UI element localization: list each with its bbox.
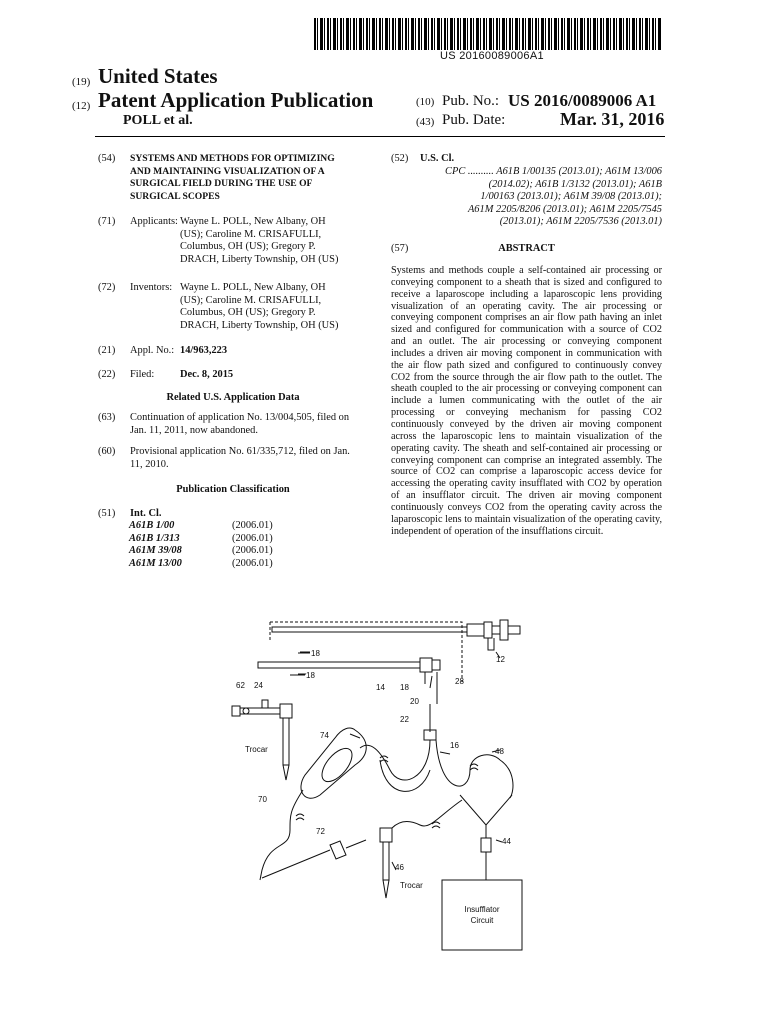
appl-label: Appl. No.:	[130, 345, 175, 356]
label-44: 44	[502, 837, 511, 846]
intcl-row: A61M 39/08 (2006.01)	[129, 545, 273, 557]
type-code: (12)	[72, 100, 91, 112]
title-code: (54)	[98, 153, 116, 164]
uscl-label: U.S. Cl.	[420, 153, 455, 164]
continuation-text: Continuation of application No. 13/004,505, filed on Jan. 11, 2011, now abandoned.	[130, 412, 350, 436]
label-12: 12	[496, 655, 505, 664]
cpc-classification: CPC .......... A61B 1/00135 (2013.01); A61M 13/006 (2014.02); A61B 1/3132 (2013.01); A61B 1/00163 (2013.01); A61M 39/08 (2013.01); A61M 2205/8206 (2013.01); A61M 2205/7545 (2013.01); A61M 2205/7536 (2013.01)	[445, 166, 662, 228]
dashed-outline	[270, 622, 462, 682]
label-62: 62	[236, 681, 245, 690]
appl-number: 14/963,223	[180, 345, 228, 356]
insufflator-label-2: Circuit	[470, 916, 494, 925]
pump	[301, 728, 366, 798]
laparoscope-eyepiece	[467, 620, 520, 640]
intcl-table	[129, 520, 273, 570]
publication-type: Patent Application Publication	[98, 88, 374, 112]
pubclass-heading: Publication Classification	[176, 484, 290, 495]
label-46: 46	[395, 863, 404, 872]
label-48: 48	[495, 747, 504, 756]
provisional-text: Provisional application No. 61/335,712, filed on Jan. 11, 2010.	[130, 446, 350, 470]
applicants-label: Applicants:	[130, 216, 178, 227]
inventors-list: Wayne L. POLL, New Albany, OH (US); Caroline M. CRISAFULLI, Columbus, OH (US); Gregory P. DRACH, Liberty Township, OH (US)	[180, 282, 339, 331]
abstract-heading: ABSTRACT	[498, 243, 555, 254]
syringe	[262, 840, 366, 878]
pubno-label: Pub. No.:	[442, 93, 500, 109]
applicants-list: Wayne L. POLL, New Albany, OH (US); Caroline M. CRISAFULLI, Columbus, OH (US); Gregory P. DRACH, Liberty Township, OH (US)	[180, 216, 339, 265]
filed-label: Filed:	[130, 369, 155, 380]
pubdate-code: (43)	[416, 116, 435, 128]
authors: POLL et al.	[123, 113, 193, 128]
intcl-row: A61B 1/00 (2006.01)	[129, 520, 273, 531]
label-16: 16	[450, 741, 459, 750]
label-24: 24	[254, 681, 263, 690]
intcl-row: A61M 13/00 (2006.01)	[129, 557, 273, 569]
pubno-code: (10)	[416, 96, 435, 108]
barcode-number: US 20160089006A1	[440, 50, 544, 62]
barcode	[314, 18, 662, 50]
abstract-code: (57)	[391, 243, 409, 254]
pubdate-value: Mar. 31, 2016	[560, 109, 665, 129]
inventors-code: (72)	[98, 282, 116, 293]
insufflator-label-1: Insufflator	[464, 905, 500, 914]
uscl-code: (52)	[391, 153, 409, 164]
pubno-value: US 2016/0089006 A1	[508, 91, 657, 110]
laparoscope-shaft	[272, 627, 467, 632]
country-name: United States	[98, 64, 218, 88]
inventors-label: Inventors:	[130, 282, 173, 293]
sheath-hub	[420, 658, 440, 672]
provisional-code: (60)	[98, 446, 116, 457]
trocar-left-label: Trocar	[245, 745, 268, 754]
y-connector	[460, 795, 512, 838]
label-18-top: 18	[311, 649, 320, 658]
header-rule	[95, 136, 665, 137]
label-18: 18	[400, 683, 409, 692]
trocar-right	[380, 828, 392, 898]
trocar-right-label: Trocar	[400, 881, 423, 890]
intcl-row: A61B 1/313 (2006.01)	[129, 532, 273, 544]
invention-title: SYSTEMS AND METHODS FOR OPTIMIZING AND MAINTAINING VISUALIZATION OF A SURGICAL FIELD DURING THE USE OF SURGICAL SCOPES	[130, 153, 335, 202]
abstract-text: Systems and methods couple a self-contained air processing or conveying component to a sheath that is sized and configured to receive a laparoscope including a laparoscopic lens providing visualization of an operating cavity. The air processing or conveying component comprises an air flow path having an inlet sized and configured for communication with a source of CO2 and an outlet. The air processing or conveying component includes a driven air moving component in communication with the air flow path sized and configured to continuously convey CO2 from the source through the air flow path to the outlet. The sheath coupled to the air processing or conveying component can include a lumen communicating with the outlet of the air processing or conveying mechanism for passing CO2 continuously conveyed by the driven air moving component across the laparoscopic lens to maintain visualization of the operating cavity. The sheath and self-contained air processing or conveying component can comprise an integrated assembly. The source of CO2 can comprise a laparoscopic access device for accessing the operating cavity insufflated with CO2 by operation of an insufflator circuit. The driven air moving component continuously conveys CO2 from the operating cavity across the laparoscopic lens to maintain visualization of the operating cavity, independent of operation of the insufflations circuit.	[391, 265, 662, 537]
applicants-code: (71)	[98, 216, 116, 227]
filed-code: (22)	[98, 369, 116, 380]
trocar-left	[280, 704, 292, 780]
label-74: 74	[320, 731, 329, 740]
label-70: 70	[258, 795, 267, 804]
intcl-code: (51)	[98, 508, 116, 519]
intcl-label: Int. Cl.	[130, 508, 162, 519]
filed-date: Dec. 8, 2015	[180, 369, 234, 380]
label-18-bottom: 18	[306, 671, 315, 680]
label-22: 22	[400, 715, 409, 724]
continuation-code: (63)	[98, 412, 116, 423]
pubdate-label: Pub. Date:	[442, 112, 506, 128]
sheath	[258, 662, 420, 668]
label-28: 28	[455, 677, 464, 686]
label-14: 14	[376, 683, 385, 692]
appl-code: (21)	[98, 345, 116, 356]
related-heading: Related U.S. Application Data	[166, 392, 300, 403]
label-72: 72	[316, 827, 325, 836]
country-code: (19)	[72, 76, 91, 88]
insufflator-box	[442, 880, 522, 950]
label-20: 20	[410, 697, 419, 706]
patent-figure	[0, 580, 768, 1024]
